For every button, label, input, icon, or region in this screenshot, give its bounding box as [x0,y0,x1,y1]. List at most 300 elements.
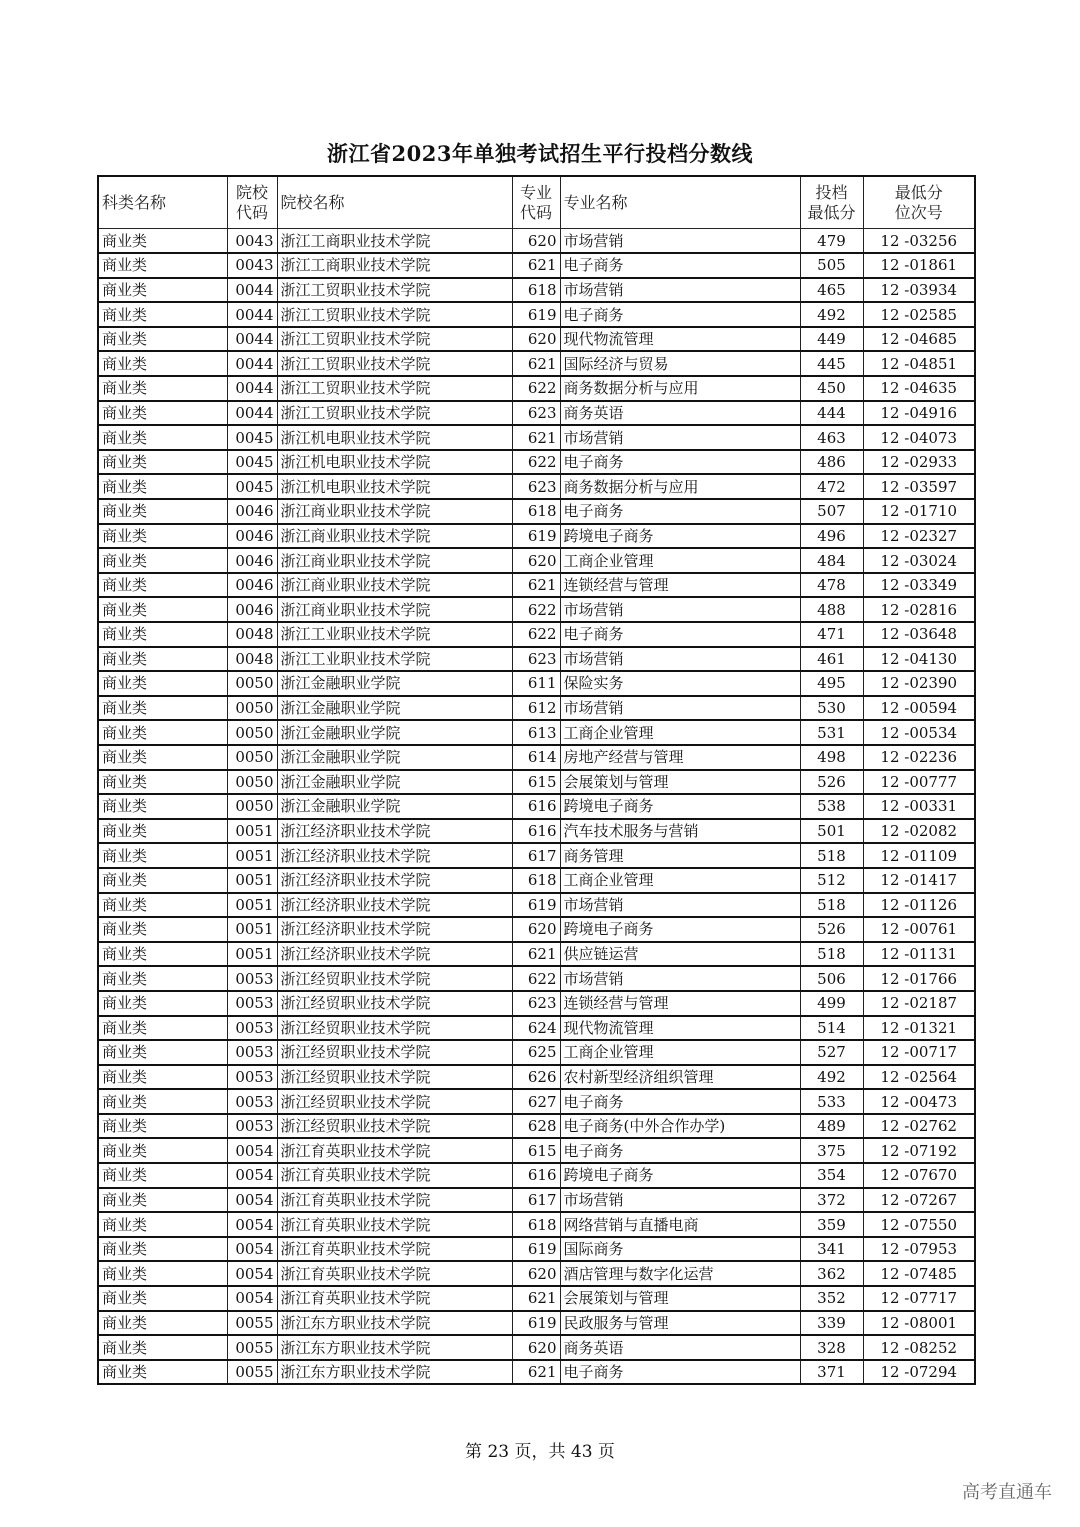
cell-rank: 12 -02082 [863,819,975,844]
cell-school-code: 0050 [227,745,277,770]
cell-major-code: 614 [512,745,560,770]
cell-rank: 12 -00761 [863,917,975,942]
table-row [98,573,975,598]
cell-major-code: 615 [512,770,560,795]
cell-min-score: 371 [800,1360,863,1385]
cell-major-name: 市场营销 [560,696,800,721]
table-row [98,1237,975,1262]
table-row [98,548,975,573]
cell-category: 商业类 [98,991,227,1016]
cell-min-score: 518 [800,893,863,918]
cell-school-name: 浙江机电职业技术学院 [277,450,512,475]
cell-rank: 12 -07485 [863,1261,975,1286]
cell-school-code: 0044 [227,278,277,303]
cell-major-code: 617 [512,843,560,868]
cell-school-code: 0043 [227,253,277,278]
cell-major-name: 市场营销 [560,229,800,254]
cell-rank: 12 -04635 [863,376,975,401]
cell-category: 商业类 [98,597,227,622]
cell-category: 商业类 [98,524,227,549]
cell-rank: 12 -03349 [863,573,975,598]
cell-school-code: 0054 [227,1237,277,1262]
table-row [98,1065,975,1090]
cell-major-code: 620 [512,917,560,942]
cell-major-name: 电子商务 [560,302,800,327]
cell-school-code: 0044 [227,302,277,327]
cell-category: 商业类 [98,1311,227,1336]
cell-category: 商业类 [98,1360,227,1385]
cell-major-code: 619 [512,302,560,327]
cell-school-name: 浙江育英职业技术学院 [277,1163,512,1188]
cell-category: 商业类 [98,1237,227,1262]
table-row [98,1311,975,1336]
table-row [98,499,975,524]
cell-school-name: 浙江机电职业技术学院 [277,474,512,499]
cell-major-code: 626 [512,1065,560,1090]
cell-major-code: 621 [512,573,560,598]
cell-school-code: 0044 [227,327,277,352]
cell-major-name: 国际商务 [560,1237,800,1262]
table-row [98,622,975,647]
header-school-name: 院校名称 [277,176,512,229]
cell-school-code: 0050 [227,671,277,696]
cell-min-score: 506 [800,966,863,991]
cell-major-name: 房地产经营与管理 [560,745,800,770]
table-row [98,966,975,991]
table-row [98,671,975,696]
cell-major-name: 商务数据分析与应用 [560,376,800,401]
cell-major-code: 618 [512,278,560,303]
cell-rank: 12 -02327 [863,524,975,549]
cell-rank: 12 -00717 [863,1040,975,1065]
cell-category: 商业类 [98,868,227,893]
cell-school-name: 浙江商业职业技术学院 [277,524,512,549]
cell-rank: 12 -04851 [863,351,975,376]
cell-school-name: 浙江经济职业技术学院 [277,819,512,844]
cell-major-name: 农村新型经济组织管理 [560,1065,800,1090]
table-header-row [98,176,975,229]
cell-school-name: 浙江金融职业学院 [277,770,512,795]
cell-major-name: 现代物流管理 [560,327,800,352]
table-row [98,1016,975,1041]
cell-rank: 12 -02933 [863,450,975,475]
cell-min-score: 445 [800,351,863,376]
score-table [97,175,976,1385]
cell-major-name: 工商企业管理 [560,1040,800,1065]
cell-rank: 12 -00331 [863,794,975,819]
cell-min-score: 489 [800,1114,863,1139]
cell-school-code: 0051 [227,942,277,967]
cell-school-code: 0051 [227,843,277,868]
cell-major-code: 613 [512,720,560,745]
cell-major-name: 现代物流管理 [560,1016,800,1041]
cell-school-code: 0053 [227,1040,277,1065]
cell-major-name: 商务英语 [560,1335,800,1360]
cell-rank: 12 -03648 [863,622,975,647]
cell-rank: 12 -01417 [863,868,975,893]
cell-category: 商业类 [98,770,227,795]
cell-category: 商业类 [98,1163,227,1188]
cell-rank: 12 -07294 [863,1360,975,1385]
table-row [98,1360,975,1385]
cell-category: 商业类 [98,253,227,278]
cell-rank: 12 -08252 [863,1335,975,1360]
cell-school-code: 0043 [227,229,277,254]
cell-major-name: 市场营销 [560,647,800,672]
cell-major-name: 市场营销 [560,278,800,303]
table-row [98,1089,975,1114]
cell-min-score: 507 [800,499,863,524]
cell-major-name: 供应链运营 [560,942,800,967]
cell-rank: 12 -00534 [863,720,975,745]
cell-rank: 12 -01861 [863,253,975,278]
cell-min-score: 499 [800,991,863,1016]
table-row [98,401,975,426]
cell-min-score: 375 [800,1138,863,1163]
cell-school-name: 浙江金融职业学院 [277,745,512,770]
cell-school-code: 0050 [227,770,277,795]
cell-school-name: 浙江育英职业技术学院 [277,1237,512,1262]
cell-school-name: 浙江东方职业技术学院 [277,1311,512,1336]
cell-school-name: 浙江工商职业技术学院 [277,229,512,254]
cell-min-score: 479 [800,229,863,254]
cell-school-name: 浙江经济职业技术学院 [277,942,512,967]
cell-school-name: 浙江商业职业技术学院 [277,597,512,622]
cell-major-code: 622 [512,597,560,622]
cell-major-code: 617 [512,1188,560,1213]
cell-school-name: 浙江经济职业技术学院 [277,917,512,942]
cell-major-name: 酒店管理与数字化运营 [560,1261,800,1286]
table-row [98,696,975,721]
cell-rank: 12 -04130 [863,647,975,672]
cell-major-code: 611 [512,671,560,696]
cell-school-code: 0054 [227,1163,277,1188]
cell-major-name: 汽车技术服务与营销 [560,819,800,844]
cell-school-name: 浙江东方职业技术学院 [277,1360,512,1385]
cell-major-code: 622 [512,450,560,475]
cell-min-score: 518 [800,843,863,868]
cell-min-score: 478 [800,573,863,598]
cell-major-name: 市场营销 [560,425,800,450]
cell-min-score: 339 [800,1311,863,1336]
cell-rank: 12 -01109 [863,843,975,868]
cell-school-code: 0051 [227,893,277,918]
table-row [98,278,975,303]
table-row [98,253,975,278]
cell-school-name: 浙江育英职业技术学院 [277,1188,512,1213]
cell-major-name: 电子商务 [560,1089,800,1114]
cell-major-name: 电子商务 [560,253,800,278]
cell-category: 商业类 [98,229,227,254]
header-category: 科类名称 [98,176,227,229]
table-row [98,1212,975,1237]
cell-school-name: 浙江育英职业技术学院 [277,1138,512,1163]
cell-major-code: 612 [512,696,560,721]
cell-rank: 12 -02585 [863,302,975,327]
cell-category: 商业类 [98,893,227,918]
cell-rank: 12 -07717 [863,1286,975,1311]
cell-school-name: 浙江经贸职业技术学院 [277,966,512,991]
cell-min-score: 514 [800,1016,863,1041]
cell-rank: 12 -00594 [863,696,975,721]
cell-min-score: 352 [800,1286,863,1311]
cell-category: 商业类 [98,671,227,696]
cell-school-code: 0045 [227,425,277,450]
cell-major-name: 网络营销与直播电商 [560,1212,800,1237]
cell-major-code: 623 [512,991,560,1016]
cell-rank: 12 -07670 [863,1163,975,1188]
cell-rank: 12 -02762 [863,1114,975,1139]
cell-major-code: 619 [512,1311,560,1336]
cell-school-name: 浙江工贸职业技术学院 [277,351,512,376]
cell-min-score: 501 [800,819,863,844]
table-row [98,450,975,475]
cell-school-name: 浙江经贸职业技术学院 [277,1114,512,1139]
cell-major-code: 627 [512,1089,560,1114]
cell-school-name: 浙江东方职业技术学院 [277,1335,512,1360]
cell-category: 商业类 [98,622,227,647]
cell-rank: 12 -03256 [863,229,975,254]
cell-school-code: 0055 [227,1335,277,1360]
cell-major-name: 会展策划与管理 [560,770,800,795]
cell-min-score: 505 [800,253,863,278]
cell-min-score: 362 [800,1261,863,1286]
cell-major-code: 623 [512,474,560,499]
cell-rank: 12 -03934 [863,278,975,303]
cell-min-score: 495 [800,671,863,696]
cell-school-name: 浙江经贸职业技术学院 [277,1089,512,1114]
cell-school-name: 浙江经贸职业技术学院 [277,991,512,1016]
cell-min-score: 471 [800,622,863,647]
cell-major-code: 621 [512,1360,560,1385]
cell-min-score: 496 [800,524,863,549]
cell-school-code: 0051 [227,868,277,893]
cell-major-name: 工商企业管理 [560,548,800,573]
cell-major-name: 市场营销 [560,966,800,991]
table-row [98,1286,975,1311]
cell-school-code: 0046 [227,597,277,622]
cell-major-code: 616 [512,819,560,844]
cell-school-name: 浙江金融职业学院 [277,720,512,745]
cell-category: 商业类 [98,499,227,524]
cell-major-code: 621 [512,942,560,967]
cell-major-code: 622 [512,622,560,647]
cell-school-code: 0046 [227,524,277,549]
cell-major-code: 622 [512,376,560,401]
cell-category: 商业类 [98,1040,227,1065]
cell-rank: 12 -02236 [863,745,975,770]
cell-school-name: 浙江育英职业技术学院 [277,1286,512,1311]
cell-rank: 12 -01131 [863,942,975,967]
cell-major-code: 618 [512,868,560,893]
cell-rank: 12 -01321 [863,1016,975,1041]
cell-major-code: 616 [512,1163,560,1188]
cell-category: 商业类 [98,745,227,770]
cell-rank: 12 -07953 [863,1237,975,1262]
cell-school-code: 0053 [227,966,277,991]
cell-major-name: 国际经济与贸易 [560,351,800,376]
header-min-score: 投档 最低分 [800,176,863,229]
table-row [98,327,975,352]
cell-category: 商业类 [98,696,227,721]
cell-category: 商业类 [98,302,227,327]
cell-major-name: 电子商务 [560,1360,800,1385]
table-row [98,868,975,893]
cell-school-code: 0050 [227,720,277,745]
table-row [98,1188,975,1213]
table-row [98,893,975,918]
cell-category: 商业类 [98,573,227,598]
cell-rank: 12 -08001 [863,1311,975,1336]
cell-major-name: 市场营销 [560,1188,800,1213]
table-row [98,1114,975,1139]
cell-major-code: 616 [512,794,560,819]
cell-major-code: 620 [512,548,560,573]
document-title: 浙江省2023年单独考试招生平行投档分数线 [327,141,753,166]
cell-category: 商业类 [98,1261,227,1286]
cell-category: 商业类 [98,548,227,573]
cell-category: 商业类 [98,351,227,376]
cell-school-code: 0045 [227,450,277,475]
cell-school-code: 0054 [227,1286,277,1311]
cell-major-code: 621 [512,351,560,376]
cell-major-code: 624 [512,1016,560,1041]
header-rank: 最低分 位次号 [863,176,975,229]
cell-min-score: 530 [800,696,863,721]
cell-category: 商业类 [98,278,227,303]
cell-rank: 12 -01766 [863,966,975,991]
table-row [98,720,975,745]
cell-rank: 12 -07550 [863,1212,975,1237]
cell-school-code: 0053 [227,1016,277,1041]
cell-school-name: 浙江育英职业技术学院 [277,1261,512,1286]
cell-rank: 12 -03597 [863,474,975,499]
cell-school-code: 0053 [227,991,277,1016]
cell-school-name: 浙江商业职业技术学院 [277,573,512,598]
cell-min-score: 484 [800,548,863,573]
cell-category: 商业类 [98,1114,227,1139]
cell-major-code: 620 [512,1261,560,1286]
cell-school-code: 0054 [227,1212,277,1237]
cell-school-name: 浙江工贸职业技术学院 [277,302,512,327]
cell-major-name: 民政服务与管理 [560,1311,800,1336]
cell-category: 商业类 [98,966,227,991]
cell-major-code: 618 [512,1212,560,1237]
cell-major-name: 跨境电子商务 [560,524,800,549]
cell-category: 商业类 [98,1335,227,1360]
table-row [98,745,975,770]
cell-rank: 12 -04685 [863,327,975,352]
cell-major-name: 电子商务 [560,499,800,524]
cell-category: 商业类 [98,1016,227,1041]
cell-school-code: 0051 [227,819,277,844]
cell-category: 商业类 [98,1065,227,1090]
cell-rank: 12 -02564 [863,1065,975,1090]
table-row [98,1138,975,1163]
cell-school-code: 0055 [227,1311,277,1336]
cell-min-score: 492 [800,1065,863,1090]
cell-min-score: 526 [800,770,863,795]
cell-major-name: 会展策划与管理 [560,1286,800,1311]
cell-min-score: 372 [800,1188,863,1213]
table-row [98,770,975,795]
table-row [98,917,975,942]
cell-school-code: 0046 [227,499,277,524]
cell-major-name: 市场营销 [560,597,800,622]
cell-school-code: 0048 [227,647,277,672]
cell-rank: 12 -02187 [863,991,975,1016]
cell-school-name: 浙江经贸职业技术学院 [277,1016,512,1041]
table-row [98,843,975,868]
cell-category: 商业类 [98,647,227,672]
cell-min-score: 518 [800,942,863,967]
cell-min-score: 512 [800,868,863,893]
cell-category: 商业类 [98,450,227,475]
cell-school-code: 0044 [227,351,277,376]
cell-rank: 12 -01126 [863,893,975,918]
cell-school-name: 浙江工贸职业技术学院 [277,376,512,401]
table-row [98,1261,975,1286]
cell-major-code: 622 [512,966,560,991]
cell-major-name: 电子商务(中外合作办学) [560,1114,800,1139]
cell-category: 商业类 [98,942,227,967]
cell-category: 商业类 [98,1212,227,1237]
cell-major-name: 跨境电子商务 [560,917,800,942]
cell-category: 商业类 [98,720,227,745]
table-row [98,351,975,376]
cell-category: 商业类 [98,794,227,819]
cell-category: 商业类 [98,474,227,499]
cell-school-name: 浙江金融职业学院 [277,671,512,696]
cell-school-code: 0054 [227,1261,277,1286]
cell-min-score: 526 [800,917,863,942]
cell-min-score: 486 [800,450,863,475]
cell-rank: 12 -07267 [863,1188,975,1213]
cell-school-name: 浙江机电职业技术学院 [277,425,512,450]
page-number: 第 23 页，共 43 页 [465,1442,615,1462]
cell-min-score: 341 [800,1237,863,1262]
cell-major-name: 保险实务 [560,671,800,696]
cell-school-name: 浙江经贸职业技术学院 [277,1065,512,1090]
cell-major-code: 625 [512,1040,560,1065]
cell-school-code: 0044 [227,401,277,426]
cell-category: 商业类 [98,819,227,844]
cell-major-name: 跨境电子商务 [560,1163,800,1188]
table-body [98,229,975,1385]
cell-major-code: 618 [512,499,560,524]
cell-major-code: 621 [512,1286,560,1311]
cell-min-score: 449 [800,327,863,352]
cell-major-name: 商务数据分析与应用 [560,474,800,499]
table-row [98,524,975,549]
cell-category: 商业类 [98,376,227,401]
cell-major-code: 619 [512,524,560,549]
table-row [98,819,975,844]
cell-rank: 12 -00777 [863,770,975,795]
cell-major-code: 615 [512,1138,560,1163]
cell-major-code: 619 [512,893,560,918]
cell-rank: 12 -07192 [863,1138,975,1163]
table-row [98,942,975,967]
table-row [98,1040,975,1065]
cell-major-name: 商务英语 [560,401,800,426]
cell-rank: 12 -02390 [863,671,975,696]
cell-min-score: 465 [800,278,863,303]
cell-major-code: 623 [512,401,560,426]
cell-school-name: 浙江工贸职业技术学院 [277,401,512,426]
header-major-code: 专业 代码 [512,176,560,229]
cell-major-code: 619 [512,1237,560,1262]
